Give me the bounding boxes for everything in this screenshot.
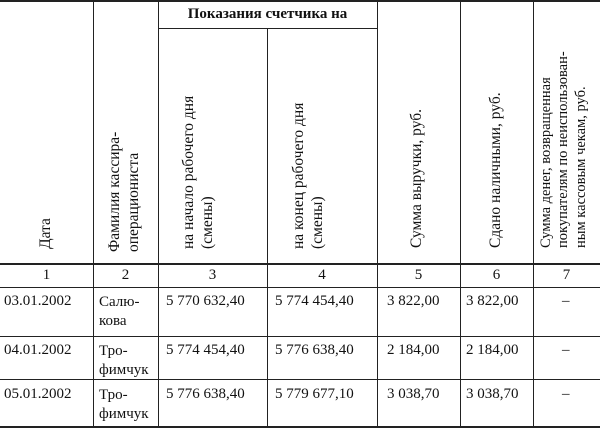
table-row-3-date: 05.01.2002 xyxy=(4,386,72,402)
header-revenue-text: Сумма выручки, руб. xyxy=(408,108,425,248)
column-divider-3 xyxy=(267,28,268,428)
table-row-3-start: 5 776 638,40 xyxy=(166,386,245,402)
header-refund xyxy=(538,14,596,248)
header-start-reading xyxy=(180,47,220,249)
table-row-1-cashier xyxy=(99,293,139,331)
header-cashier-line1: Фамилия кассира- xyxy=(106,131,123,252)
table-row-3-refund: – xyxy=(562,386,570,402)
column-number-5: 5 xyxy=(414,266,423,283)
row-divider-2 xyxy=(0,379,600,380)
column-divider-6 xyxy=(533,0,534,428)
table-row-1-start: 5 770 632,40 xyxy=(166,293,245,309)
row-1-cashier-line2: кова xyxy=(99,312,127,329)
table-row-3-end: 5 779 677,10 xyxy=(275,386,354,402)
table-bottom-border xyxy=(0,426,600,428)
header-start-line2: (смены) xyxy=(198,196,216,249)
table-row-1-revenue: 3 822,00 xyxy=(387,293,440,309)
column-number-4: 4 xyxy=(318,266,326,283)
header-cash xyxy=(487,14,507,248)
row-3-cashier-line2: фимчук xyxy=(99,405,149,422)
table-row-3-revenue: 3 038,70 xyxy=(387,386,440,402)
column-number-7: 7 xyxy=(562,266,571,283)
column-number-2: 2 xyxy=(121,266,130,283)
table-row-2-date: 04.01.2002 xyxy=(4,342,72,358)
header-refund-line3: ным кассовым чекам, руб. xyxy=(572,86,589,248)
meter-readings-group-header: Показания счетчика на xyxy=(187,6,348,22)
row-divider-1 xyxy=(0,336,600,337)
column-number-6: 6 xyxy=(492,266,501,283)
header-end-line1: на конец рабочего дня xyxy=(290,102,307,249)
column-divider-1 xyxy=(93,0,94,428)
table-row-1-end: 5 774 454,40 xyxy=(275,293,354,309)
header-date-text: Дата xyxy=(37,218,54,249)
column-divider-5 xyxy=(460,0,461,428)
header-refund-line1: Сумма денег, возвращенная xyxy=(538,77,554,248)
header-date xyxy=(37,15,57,249)
table-row-2-refund: – xyxy=(562,342,570,358)
table-row-1-date: 03.01.2002 xyxy=(4,293,72,309)
header-cashier-line2: операциониста xyxy=(124,152,142,252)
column-numbers-divider xyxy=(0,287,600,288)
table-row-2-cash: 2 184,00 xyxy=(466,342,519,358)
table-row-3-cash: 3 038,70 xyxy=(466,386,519,402)
table-top-border xyxy=(0,0,600,2)
header-end-line2: (смены) xyxy=(308,196,326,249)
table-row-1-refund: – xyxy=(562,293,570,309)
table-row-2-revenue: 2 184,00 xyxy=(387,342,440,358)
header-revenue xyxy=(408,14,428,248)
header-refund-line2: покупателям по неиспользован- xyxy=(555,51,572,248)
column-number-3: 3 xyxy=(208,266,217,283)
table-row-1-cash: 3 822,00 xyxy=(466,293,519,309)
header-end-reading xyxy=(290,47,330,249)
header-cashier xyxy=(106,16,146,252)
table-row-3-cashier xyxy=(99,386,149,424)
row-1-cashier-line1: Салю- xyxy=(99,294,140,310)
column-divider-4 xyxy=(377,0,378,428)
column-divider-2 xyxy=(158,0,159,428)
row-2-cashier-line1: Тро- xyxy=(99,343,128,359)
table-row-2-cashier xyxy=(99,342,149,380)
table-row-2-end: 5 776 638,40 xyxy=(275,342,354,358)
row-3-cashier-line1: Тро- xyxy=(99,387,128,403)
row-2-cashier-line2: фимчук xyxy=(99,361,149,378)
table-row-2-start: 5 774 454,40 xyxy=(166,342,245,358)
column-number-1: 1 xyxy=(42,266,51,283)
header-cash-text: Сдано наличными, руб. xyxy=(487,92,504,248)
header-start-line1: на начало рабочего дня xyxy=(180,95,197,249)
